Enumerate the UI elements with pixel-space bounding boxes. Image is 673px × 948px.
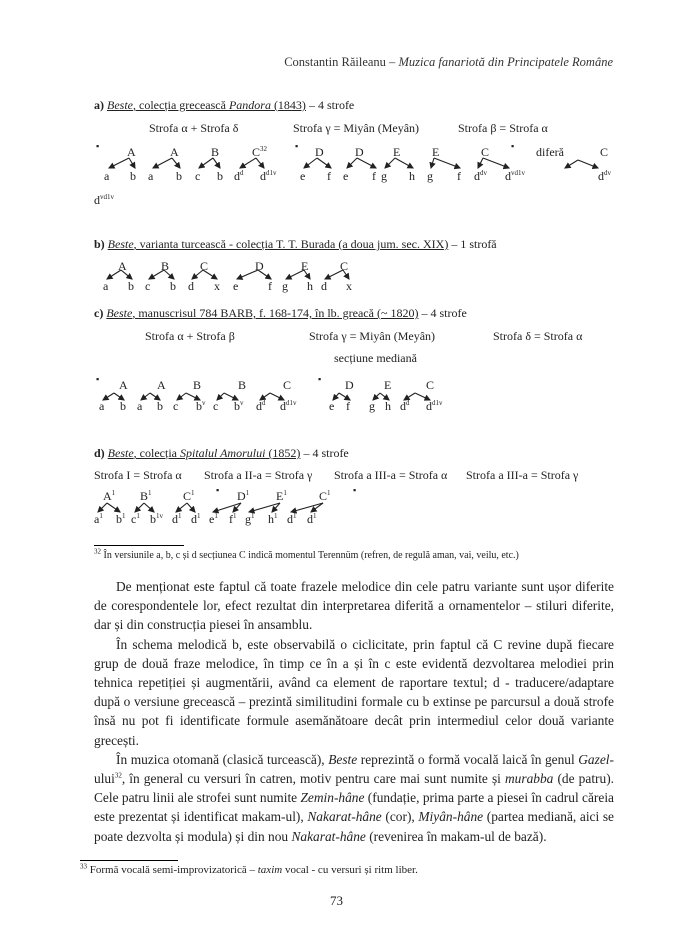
phrase-lower: f xyxy=(457,169,461,183)
arrows-a xyxy=(109,158,598,168)
phrase-upper: D xyxy=(355,145,364,159)
bullet-marker: ▪ xyxy=(96,374,100,384)
phrase-upper: B xyxy=(161,259,170,273)
paragraph-1: De menționat este faptul că toate frazele melodice din cele patru variante sunt ușor diferite de corespondentele lor, efect rezultat din interpretarea diferită a ornamentelor – stiluri diferite, dar și din construcția piesei în ansamblu. xyxy=(94,579,614,633)
bullet-marker: ▪ xyxy=(511,141,515,151)
phrase-lower: g xyxy=(282,279,288,293)
phrase-upper: B xyxy=(193,378,202,392)
arrows-d xyxy=(98,503,323,512)
phrase-upper: A xyxy=(157,378,166,392)
phrase-lower: $f^1$ xyxy=(229,512,237,526)
phrase-lower: $d^{d1v}$ xyxy=(426,399,443,413)
phrase-lower: e xyxy=(233,279,239,293)
phrase-upper: C xyxy=(283,378,292,392)
paragraph-3: În muzica otomană (clasică turcească), Beste reprezintă o formă vocală laică în genul Gazel-ului$^{32}$, în general cu versuri în catren, motiv pentru care mai sunt numite și murabba (de patru). Cele patru linii ale strofei sunt numite Zemin-hâne (fundație, prima parte a piesei în cadrul căreia este prezentat și identificat makam-ul), Nakarat-hâne (cor), Miyân-hâne (partea mediană, aici se poate dezvolta și modula) și din nou Nakarat-hâne (revenirea în makam-ul de bază). xyxy=(94,751,614,844)
phrase-upper: $D^1$ xyxy=(237,489,250,503)
section-a-tail: – 4 strofe xyxy=(305,98,355,112)
phrase-lower: $b^v$ xyxy=(234,399,244,413)
paragraph-2: În schema melodică b, este observabilă o ciclicitate, prin faptul că C revine după fiecare grup de două fraze melodice, în timp ce în a și în c este evidentă dezvoltarea melodiei prin tehnica repetiției și augmentării, având ca element de raportare textul; d - traducere/adaptare după o versiune grecească – prezintă similitudini formale cu b extinse pe parcursul a două strofe însă nu pot fi identificate formule asemănătoare decât prin intermediul celor două variante grecești. xyxy=(94,636,614,748)
phrase-lower: b xyxy=(170,279,176,293)
phrase-lower: f xyxy=(372,169,376,183)
phrase-lower: b xyxy=(157,399,163,413)
phrase-lower: $d^1$ xyxy=(172,512,182,526)
phrase-lower: g xyxy=(427,169,433,183)
section-d-title: d) Beste, colecția Spitalul Amorului (1852) – 4 strofe xyxy=(94,446,349,460)
phrase-lower: g xyxy=(369,399,375,413)
section-d-strofa-1: Strofa I = Strofa α xyxy=(94,468,182,482)
section-c-strofa-1: Strofa α + Strofa β xyxy=(145,329,235,343)
phrase-lower: f xyxy=(346,399,350,413)
section-a-source-name: Pandora xyxy=(228,98,271,112)
phrase-upper: E xyxy=(432,145,440,159)
phrase-lower: b xyxy=(130,169,136,183)
phrase-lower: $d^d$ xyxy=(256,399,266,413)
phrase-lower: a xyxy=(104,169,110,183)
phrase-lower: $e^1$ xyxy=(209,512,218,526)
footnote-rule-2 xyxy=(80,860,178,861)
phrase-lower: $d^1$ xyxy=(191,512,201,526)
phrase-upper: $C^1$ xyxy=(183,489,195,503)
phrase-lower: a xyxy=(103,279,109,293)
phrase-lower: $d^1$ xyxy=(287,512,297,526)
phrase-lower: $h^1$ xyxy=(268,512,278,526)
phrase-lower: h xyxy=(409,169,415,183)
phrase-lower: b xyxy=(217,169,223,183)
bullet-marker: ▪ xyxy=(318,374,322,384)
body-text xyxy=(94,577,614,846)
bullet-marker: ▪ xyxy=(295,141,299,151)
phrase-lower: e xyxy=(343,169,349,183)
header-author: Constantin Răileanu – xyxy=(284,55,399,69)
phrase-lower: h xyxy=(307,279,313,293)
section-a-strofa-2: Strofa γ = Miyân (Meyân) xyxy=(293,121,420,135)
phrase-lower: c xyxy=(213,399,219,413)
phrase-lower: b xyxy=(120,399,126,413)
phrase-lower: b xyxy=(128,279,134,293)
phrase-lower: c xyxy=(173,399,179,413)
phrase-upper: E xyxy=(301,259,309,273)
phrase-upper: diferă xyxy=(536,145,564,159)
section-a-source: colecția grecească xyxy=(139,98,229,112)
section-d-strofa-4: Strofa a III-a = Strofa γ xyxy=(466,468,579,482)
phrase-upper: E xyxy=(393,145,401,159)
phrase-lower: c xyxy=(195,169,201,183)
phrase-lower: e xyxy=(300,169,306,183)
phrase-lower: a xyxy=(137,399,143,413)
arrows-b xyxy=(107,270,349,279)
phrase-lower: $d^{vd1v}$ xyxy=(505,169,525,183)
phrase-upper: A xyxy=(118,259,127,273)
section-a-label: a) xyxy=(94,98,104,112)
phrase-lower: $d^{d1v}$ xyxy=(260,169,277,183)
phrase-upper: A xyxy=(170,145,179,159)
phrase-lower: g xyxy=(381,169,387,183)
phrase-upper: $C^1$ xyxy=(319,489,331,503)
phrase-lower: b xyxy=(176,169,182,183)
phrase-lower: e xyxy=(329,399,335,413)
phrase-lower: x xyxy=(346,279,352,293)
phrase-lower: $b^{1v}$ xyxy=(150,512,163,526)
phrase-upper: E xyxy=(384,378,392,392)
phrase-upper: B xyxy=(238,378,247,392)
arrows-c xyxy=(103,393,430,400)
phrase-lower: $b^1$ xyxy=(116,512,126,526)
phrase-lower: c xyxy=(145,279,151,293)
phrase-upper: $A^1$ xyxy=(103,489,116,503)
phrase-upper: C xyxy=(200,259,209,273)
phrase-upper: $B^1$ xyxy=(140,489,152,503)
section-c-median: secțiune mediană xyxy=(334,351,417,365)
phrase-lower: x xyxy=(214,279,220,293)
phrase-lower: $d^{dv}$ xyxy=(474,169,487,183)
phrase-lower: $b^v$ xyxy=(196,399,206,413)
section-a-comma: , xyxy=(133,98,139,112)
phrase-lower: $g^1$ xyxy=(245,512,255,526)
section-a-year: (1843) xyxy=(270,98,306,112)
bullet-marker: ▪ xyxy=(353,485,357,495)
section-c-strofa-3: Strofa δ = Strofa α xyxy=(493,329,583,343)
section-a-beste: Beste xyxy=(107,98,133,112)
phrase-lower: f xyxy=(268,279,272,293)
bullet-marker: ▪ xyxy=(216,485,220,495)
phrase-lower: f xyxy=(327,169,331,183)
header-title: Muzica fanariotă din Principatele Române xyxy=(398,55,613,69)
section-b-title: b) Beste, varianta turcească - colecția T. T. Burada (a doua jum. sec. XIX) – 1 strofă xyxy=(94,237,497,251)
phrase-lower: d xyxy=(321,279,327,293)
section-c-strofa-2: Strofa γ = Miyân (Meyân) xyxy=(309,329,436,343)
phrase-upper: $C^{32}$ xyxy=(252,145,268,159)
phrase-upper: C xyxy=(426,378,435,392)
phrase-lower: $d^{dv}$ xyxy=(598,169,611,183)
phrase-upper: C xyxy=(481,145,490,159)
page-number: 73 xyxy=(330,893,343,908)
phrase-upper: C xyxy=(600,145,609,159)
phrase-lower: $d^{vd1v}$ xyxy=(94,193,114,207)
phrase-upper: D xyxy=(255,259,264,273)
phrase-lower: $d^d$ xyxy=(234,169,244,183)
footnote-33: $^{33}$ Formă vocală semi-improvizatorică – taxim vocal - cu versuri și ritm liber. xyxy=(80,862,418,876)
phrase-upper: $E^1$ xyxy=(276,489,287,503)
phrase-lower: a xyxy=(99,399,105,413)
footnote-32: $^{32}$ În versiunile a, b, c și d secțiunea C indică momentul Terennüm (refren, de regulă aman, vai, veilu, etc.) xyxy=(94,547,519,561)
section-a-strofa-3: Strofa β = Strofa α xyxy=(458,121,548,135)
section-a-strofa-1: Strofa α + Strofa δ xyxy=(149,121,239,135)
phrase-upper: A xyxy=(127,145,136,159)
bullet-marker: ▪ xyxy=(96,141,100,151)
phrase-upper: A xyxy=(119,378,128,392)
phrase-lower: $d^d$ xyxy=(400,399,410,413)
phrase-lower: h xyxy=(385,399,391,413)
phrase-lower: d xyxy=(188,279,194,293)
phrase-lower: $d^1$ xyxy=(307,512,317,526)
phrase-upper: B xyxy=(211,145,220,159)
phrase-lower: $c^1$ xyxy=(131,512,140,526)
section-d-strofa-2: Strofa a II-a = Strofa γ xyxy=(204,468,313,482)
phrase-upper: D xyxy=(315,145,324,159)
section-d-strofa-3: Strofa a III-a = Strofa α xyxy=(334,468,448,482)
footnote-rule xyxy=(94,545,184,546)
phrase-lower: $d^{d1v}$ xyxy=(280,399,297,413)
section-c-title: c) Beste, manuscrisul 784 BARB, f. 168-174, în lb. greacă (~ 1820) – 4 strofe xyxy=(94,306,467,320)
phrase-lower: $a^1$ xyxy=(94,512,103,526)
phrase-upper: D xyxy=(345,378,354,392)
phrase-upper: C xyxy=(340,259,349,273)
phrase-lower: a xyxy=(148,169,154,183)
